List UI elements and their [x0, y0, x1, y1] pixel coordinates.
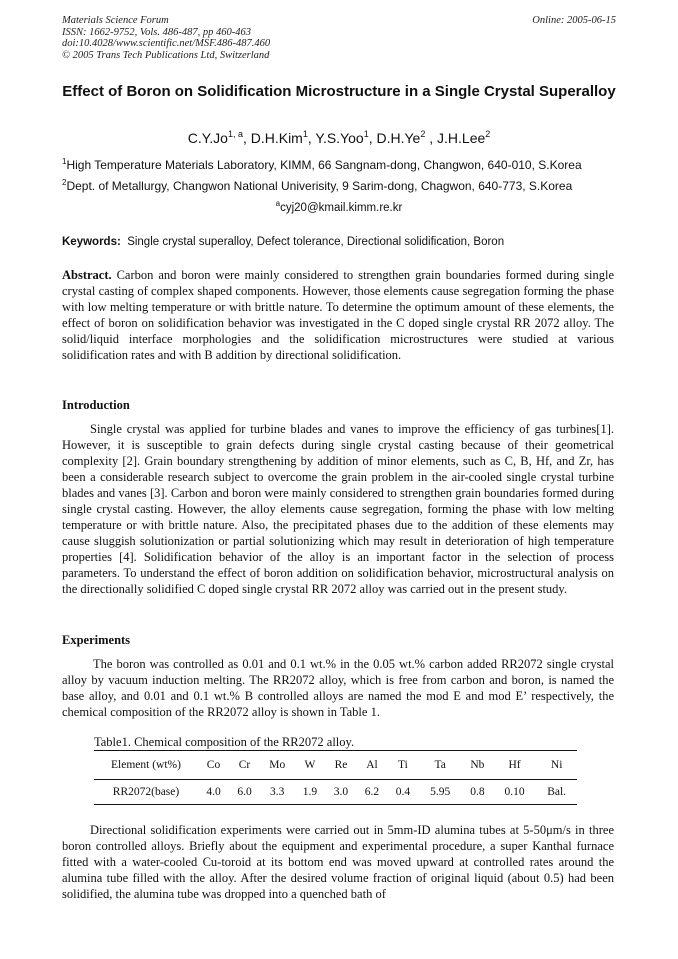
- table-header-cell: Re: [325, 751, 356, 780]
- author-sup: 1: [363, 129, 369, 139]
- table-header-row: [94, 751, 577, 780]
- table-header-cell: Ti: [387, 751, 418, 780]
- author-name: D.H.Kim: [250, 130, 303, 146]
- table-header-cell: Al: [356, 751, 387, 780]
- experiments-paragraph-1: [62, 656, 614, 720]
- affiliation-2: [62, 178, 632, 193]
- section-heading-introduction: Introduction: [62, 398, 130, 412]
- table-header-cell: Hf: [493, 751, 536, 780]
- email-text: cyj20@kmail.kimm.re.kr: [280, 202, 403, 214]
- introduction-paragraph: [62, 421, 614, 597]
- author-email: [62, 199, 616, 214]
- keywords-text: Single crystal superalloy, Defect tolerance, Directional solidification, Boron: [127, 236, 505, 248]
- author-name: C.Y.Jo: [187, 130, 228, 146]
- paper-title: Effect of Boron on Solidification Microstructure in a Single Crystal Superalloy: [62, 83, 616, 100]
- abstract: [62, 267, 614, 363]
- author-sep: ,: [425, 130, 438, 146]
- issn-line: ISSN: 1662-9752, Vols. 486-487, pp 460-463: [62, 26, 251, 38]
- table-header-cell: Cr: [229, 751, 260, 780]
- journal-name: Materials Science Forum: [62, 15, 169, 26]
- author-sep: ,: [307, 130, 316, 146]
- affiliation-sup: 1: [62, 157, 67, 166]
- author-sup: 1, a: [227, 129, 243, 139]
- table-row: [94, 780, 577, 805]
- table-cell: 6.0: [229, 780, 260, 805]
- author-list: [62, 129, 616, 146]
- experiments-paragraph-2: [62, 822, 614, 902]
- table-cell: 4.0: [198, 780, 229, 805]
- table-header-cell: Ta: [418, 751, 461, 780]
- table-caption: Table1. Chemical composition of the RR2072 alloy.: [94, 735, 355, 749]
- abstract-label: Abstract.: [62, 268, 112, 282]
- table-header-cell: Co: [198, 751, 229, 780]
- table-cell: 0.10: [493, 780, 536, 805]
- author-sep: ,: [368, 130, 377, 146]
- author-sup: 1: [302, 129, 308, 139]
- table-cell: 0.4: [387, 780, 418, 805]
- composition-table: [94, 750, 577, 805]
- table-header-cell: W: [294, 751, 325, 780]
- keywords-label: Keywords:: [62, 236, 121, 248]
- affiliation-1: [62, 157, 632, 172]
- affiliation-text: High Temperature Materials Laboratory, KIMM, 66 Sangnam-dong, Changwon, 640-010, S.Korea: [66, 158, 582, 172]
- table-cell: 5.95: [418, 780, 461, 805]
- experiments-text-2: Directional solidification experiments were carried out in 5mm-ID alumina tubes at 5-50μm/s in three boron controlled alloys. Briefly about the equipment and experimental procedure, a super Kanthal furnace fitted with a water-cooled Cu-toroid at its bottom end was moved upward at controlled rates around the alumina tube filled with the alloy. After the desired volume fraction of original liquid (about 0.5) had been solidified, the alumina tube was dropped into a quenched bath of: [62, 823, 614, 901]
- author-name: J.H.Lee: [437, 130, 486, 146]
- table-header-cell: Ni: [536, 751, 577, 780]
- doi-line: doi:10.4028/www.scientific.net/MSF.486-487.460: [62, 38, 271, 49]
- table-cell: RR2072(base): [94, 780, 198, 805]
- author-name: D.H.Ye: [376, 130, 421, 146]
- table-cell: 3.3: [260, 780, 294, 805]
- abstract-text: Carbon and boron were mainly considered to strengthen grain boundaries formed during single crystal casting of complex shaped components. However, those elements cause segregation forming the phase with low melting temperature or with brittle nature. To determine the optimum amount of these elements, the effect of boron on solidification behavior was investigated in the C doped single crystal RR 2072 alloy. The solid/liquid interface morphologies and the solidification microstructures were studied at various solidification rates and with B addition by directional solidification.: [62, 268, 614, 362]
- table-cell: 0.8: [462, 780, 493, 805]
- email-sup: a: [275, 199, 281, 208]
- table-header-cell: Nb: [462, 751, 493, 780]
- author-name: Y.S.Yoo: [315, 130, 364, 146]
- author-sep: ,: [242, 130, 251, 146]
- introduction-text: Single crystal was applied for turbine blades and vanes to improve the efficiency of gas turbines[1]. However, it is susceptible to grain defects during single crystal casting because of their geometrical complexity [2]. Grain boundary strengthening by addition of minor elements, such as C, B, Hf, and Zr, has been a considerable research subject to overcome the grain problem in the air-cooled single crystal turbine blades and vanes [3]. Carbon and boron were mainly considered to strengthen grain boundaries formed during single crystal casting. However, the alloy elements cause segregation, forming the phase with low melting temperature or with brittle nature. Also, the precipitated phases due to the addition of these elements may cause sluggish solutionization or partial solutionizing which may result in deterioration of high temperature properties [4]. Solidification behavior of the alloy is an important factor in the selection of process parameters. To understand the effect of boron addition on solidification behavior, microstructural analysis on the directionally solidified C doped single crystal RR 2072 alloy was carried out in the present study.: [62, 422, 614, 596]
- table-header-cell: Mo: [260, 751, 294, 780]
- section-heading-experiments: Experiments: [62, 633, 131, 647]
- affiliation-sup: 2: [62, 178, 67, 187]
- affiliation-text: Dept. of Metallurgy, Changwon National Univerisity, 9 Sarim-dong, Chagwon, 640-773, S.Korea: [66, 179, 573, 193]
- table-cell: 6.2: [356, 780, 387, 805]
- table-cell: Bal.: [536, 780, 577, 805]
- online-date: Online: 2005-06-15: [532, 15, 616, 26]
- author-sup: 2: [420, 129, 426, 139]
- table-header-cell: Element (wt%): [94, 751, 198, 780]
- experiments-text-1: The boron was controlled as 0.01 and 0.1 wt.% in the 0.05 wt.% carbon added RR2072 single crystal alloy by vacuum induction melting. The RR2072 alloy, which is free from carbon and boron, is named the base alloy, and 0.01 and 0.1 wt.% B controlled alloys are named the mod E and mod E’ respectively, the chemical composition of the RR2072 alloy is shown in Table 1.: [62, 657, 614, 719]
- table-cell: 3.0: [325, 780, 356, 805]
- author-sup: 2: [485, 129, 491, 139]
- keywords-line: [62, 236, 622, 248]
- table-cell: 1.9: [294, 780, 325, 805]
- copyright-line: © 2005 Trans Tech Publications Ltd, Switzerland: [62, 49, 270, 61]
